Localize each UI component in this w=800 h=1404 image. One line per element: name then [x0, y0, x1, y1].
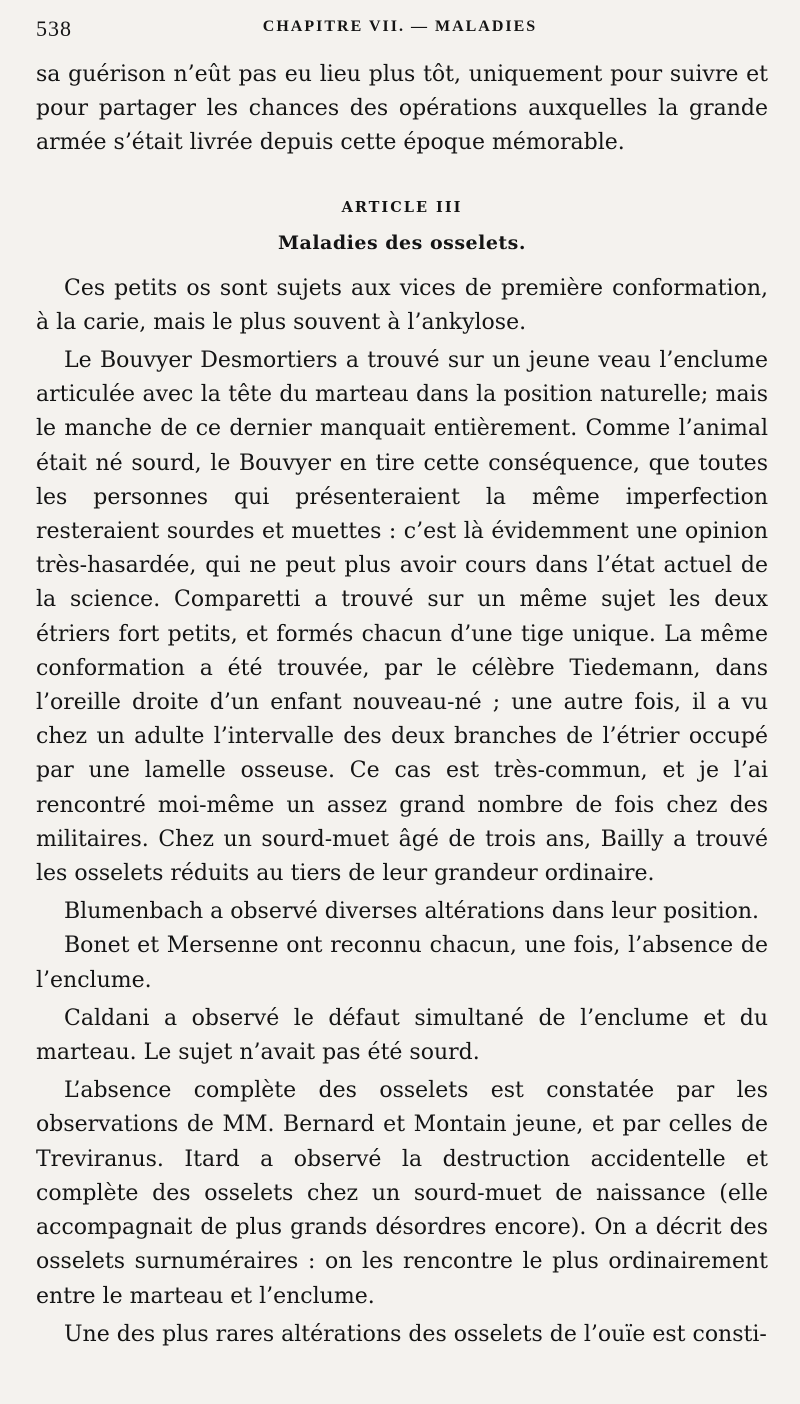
carry-over-paragraph: sa guérison n’eût pas eu lieu plus tôt, uniquement pour suivre et pour partager les chances des opérations auxquelles la grande armée s’était livrée depuis cette époque mémorable. [36, 62, 768, 156]
paragraph: Le Bouvyer Desmortiers a trouvé sur un jeune veau l’enclume articulée avec la tête du marteau dans la position naturelle; mais le manche de ce dernier manquait entièrement. Comme l’animal était né sourd, le Bouvyer en tire cette conséquence, que toutes les personnes qui présenteraient la même imperfection resteraient sourdes et muettes : c’est là évidemment une opinion très-hasardée, qui ne peut plus avoir cours dans l’état actuel de la science. Comparetti a trouvé sur un même sujet les deux étriers fort petits, et formés chacun d’une tige unique. La même conformation a été trouvée, par le célèbre Tiedemann, dans l’oreille droite d’un enfant nouveau-né ; une autre fois, il a vu chez un adulte l’intervalle des deux branches de l’étrier occupé par une lamelle osseuse. Ce cas est très-commun, et je l’ai rencontré moi-même un assez grand nombre de fois chez des militaires. Chez un sourd-muet âgé de trois ans, Bailly a trouvé les osselets réduits au tiers de leur grandeur ordinaire. [36, 348, 768, 887]
running-head [36, 16, 764, 46]
paragraph: Ces petits os sont sujets aux vices de première conformation, à la carie, mais le plus souvent à l’ankylose. [36, 275, 768, 335]
paragraph: Une des plus rares altérations des osselets de l’ouïe est consti- [64, 1321, 767, 1347]
paragraph: L’absence complète des osselets est constatée par les observations de MM. Bernard et Montain jeune, et par celles de Treviranus. Itard a observé la destruction accidentelle et complète des osselets chez un sourd-muet de naissance (elle accompagnait de plus grands désordres encore). On a décrit des osselets surnuméraires : on les rencontre le plus ordinairement entre le marteau et l’enclume. [36, 1078, 768, 1309]
paragraph: Caldani a observé le défaut simultané de l’enclume et du marteau. Le sujet n’avait pas été sourd. [36, 1005, 768, 1066]
section-title: Maladies des osselets. [277, 231, 526, 254]
body-text [36, 58, 768, 1352]
paragraph: Blumenbach a observé diverses altérations dans leur position. [64, 899, 760, 925]
page-number: 538 [36, 16, 72, 41]
chapter-title: CHAPITRE VII. — MALADIES [262, 18, 538, 35]
paragraph: Bonet et Mersenne ont reconnu chacun, une fois, l’absence de l’enclume. [36, 933, 768, 993]
article-label: ARTICLE III [341, 198, 463, 216]
